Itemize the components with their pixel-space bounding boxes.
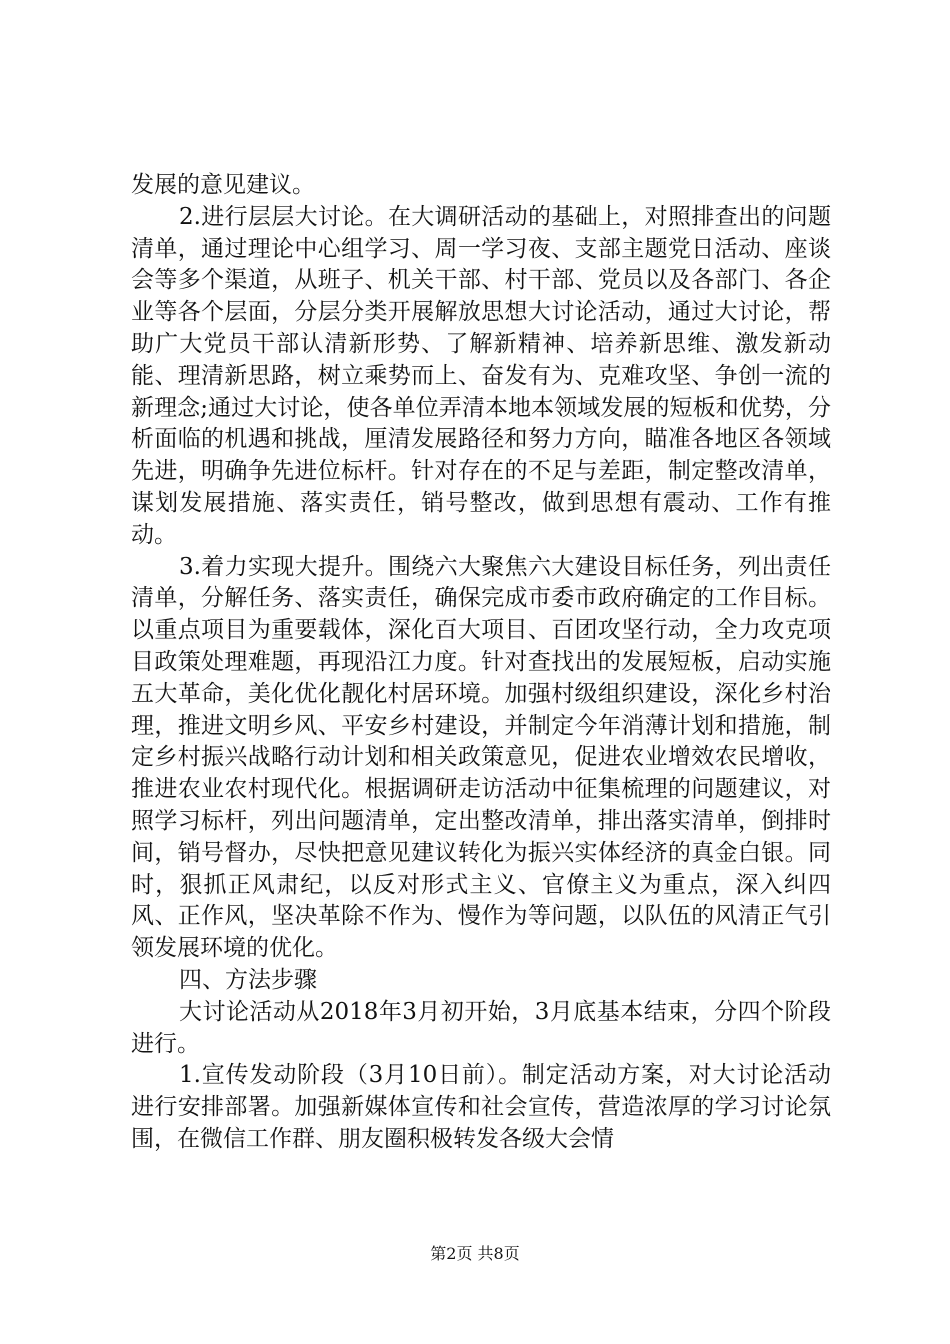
paragraph-continuation: 发展的意见建议。: [131, 172, 315, 198]
page-footer: 第2页 共8页: [430, 1244, 520, 1263]
paragraph-step-1: 1.宣传发动阶段（3月10日前）。制定活动方案，对大讨论活动进行安排部署。加强新媒体宣传和社会宣传，营造浓厚的学习讨论氛围，在微信工作群、朋友圈积极转发各级大会情: [131, 1062, 831, 1152]
paragraph-item-3: 3.着力实现大提升。围绕六大聚焦六大建设目标任务，列出责任清单，分解任务、落实责任，确保完成市委市政府确定的工作目标。以重点项目为重要载体，深化百大项目、百团攻坚行动，全力攻克项目政策处理难题，再现沿江力度。针对查找出的发展短板，启动实施五大革命，美化优化靓化村居环境。加强村级组织建设，深化乡村治理，推进文明乡风、平安乡村建设，并制定今年消薄计划和措施，制定乡村振兴战略行动计划和相关政策意见，促进农业增效农民增收，推进农业农村现代化。根据调研走访活动中征集梳理的问题建议，对照学习标杆，列出问题清单，定出整改清单，排出落实清单，倒排时间，销号督办，尽快把意见建议转化为振兴实体经济的真金白银。同时，狠抓正风肃纪，以反对形式主义、官僚主义为重点，深入纠四风、正作风，坚决革除不作为、慢作为等问题，以队伍的风清正气引领发展环境的优化。: [131, 553, 831, 962]
section-heading: 四、方法步骤: [179, 966, 317, 993]
paragraph-item-2: 2.进行层层大讨论。在大调研活动的基础上，对照排查出的问题清单，通过理论中心组学习、周一学习夜、支部主题党日活动、座谈会等多个渠道，从班子、机关干部、村干部、党员以及各部门、各企业等各个层面，分层分类开展解放思想大讨论活动，通过大讨论，帮助广大党员干部认清新形势、了解新精神、培养新思维、激发新动能、理清新思路，树立乘势而上、奋发有为、克难攻坚、争创一流的新理念;通过大讨论，使各单位弄清本地本领域发展的短板和优势，分析面临的机遇和挑战，厘清发展路径和努力方向，瞄准各地区各领域先进，明确争先进位标杆。针对存在的不足与差距，制定整改清单，谋划发展措施、落实责任，销号整改，做到思想有震动、工作有推动。: [131, 203, 831, 548]
paragraph-intro: 大讨论活动从2018年3月初开始，3月底基本结束，分四个阶段进行。: [131, 998, 831, 1057]
document-body: [131, 170, 831, 1156]
